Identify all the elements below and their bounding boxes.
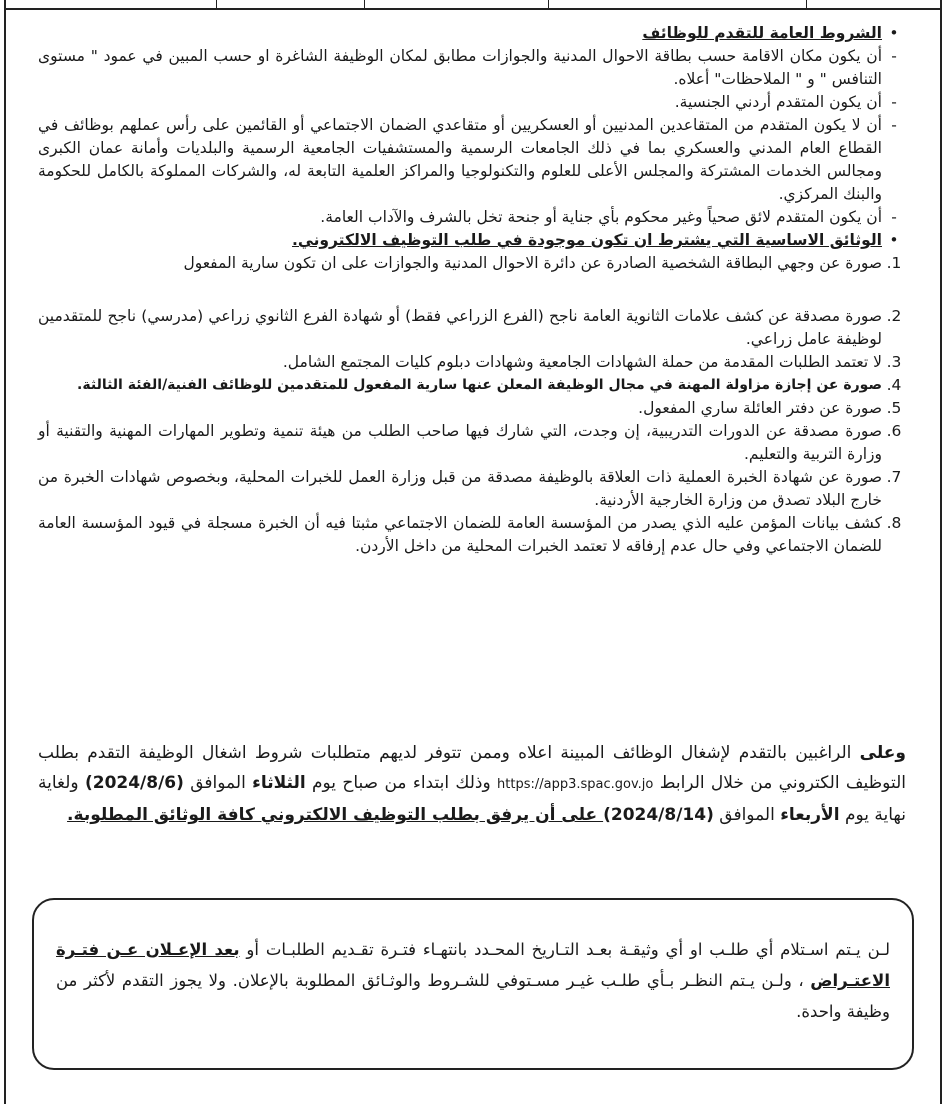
condition-item <box>38 91 906 114</box>
document-text: صورة مصدقة عن الدورات التدريبية، إن وجدت، التي شارك فيها صاحب الطلب من هيئة تنمية وتطوير المهارات المهنية والتقنية أو وزارة التربية والتعليم. <box>38 422 882 463</box>
apply-text: الموافق <box>713 805 781 825</box>
apply-text: وذلك ابتداء من صباح يوم <box>305 773 498 793</box>
condition-item <box>38 206 906 229</box>
end-date: (2024/8/14) <box>603 805 714 825</box>
document-text: صورة مصدقة عن كشف علامات الثانوية العامة ناجح (الفرع الزراعي فقط) أو شهادة الفرع الثانوي زراعي (مدرسي) ناجح للمتقدمين لوظيفة عامل زراعي. <box>38 307 882 348</box>
apply-text: ولغاية نهاية يوم <box>38 773 906 825</box>
document-item <box>38 252 906 275</box>
item-number: 6. <box>886 422 902 440</box>
document-item <box>38 351 906 374</box>
bullet-icon: • <box>889 231 899 249</box>
item-number: 8. <box>886 514 902 532</box>
document-text: كشف بيانات المؤمن عليه الذي يصدر من المؤسسة العامة للضمان الاجتماعي مثبتا فيه أن الخبرة مسجلة في قيود المؤسسة العامة للضمان الاجتماعي وفي حال عدم إرفاقه لا تعتمد الخبرات المحلية من داخل الأردن. <box>38 514 882 555</box>
item-number: 3. <box>886 353 902 371</box>
item-number: 2. <box>886 307 902 325</box>
document-text: صورة عن إجازة مزاولة المهنة في مجال الوظيفة المعلن عنها سارية المفعول للمتقدمين للوظائف الفنية/الفئة الثالثة. <box>77 377 882 393</box>
dash-icon: - <box>891 116 897 134</box>
document-text: صورة عن وجهي البطاقة الشخصية الصادرة عن دائرة الاحوال المدنية والجوازات على ان تكون سارية المفعول <box>183 254 882 272</box>
item-number: 4. <box>886 376 902 394</box>
start-date: (2024/8/6) <box>84 773 184 793</box>
condition-item <box>38 45 906 91</box>
dash-icon: - <box>891 93 897 111</box>
document-item <box>38 374 906 397</box>
condition-text: أن يكون المتقدم لائق صحياً وغير محكوم بأي جناية أو جنحة تخل بالشرف والآداب العامة. <box>320 208 882 226</box>
bullet-icon: • <box>889 24 899 42</box>
condition-text: أن يكون مكان الاقامة حسب بطاقة الاحوال المدنية والجوازات مطابق لمكان الوظيفة الشاغرة او حسب المبين في عمود " مستوى التنافس " و " الملاحظات" أعلاه. <box>38 47 882 88</box>
conditions-heading: الشروط العامة للتقدم للوظائف <box>642 24 882 42</box>
document-item <box>38 466 906 512</box>
document-text: لا تعتمد الطلبات المقدمة من حملة الشهادات الجامعية وشهادات دبلوم كليات المجتمع الشامل. <box>282 353 882 371</box>
condition-item <box>38 114 906 206</box>
notice-text: ، ولـن يـتم النظـر بـأي طلـب غيـر مسـتوفي للشـروط والوثـائق المطلوبة بالإعلان. ولا يجوز التقدم لأكثر من وظيفة واحدة. <box>56 971 890 1021</box>
notice-text: لـن يـتم اسـتلام أي طلـب او أي وثيقـة بعـد التـاريخ المحـدد بانتهـاء فتـرة تقـديم الطلبـات أو <box>239 940 890 959</box>
notice-box <box>32 898 914 1070</box>
condition-text: أن لا يكون المتقدم من المتقاعدين المدنيين أو العسكريين أو متقاعدي الضمان الاجتماعي أو القائمين على رأس عملهم بوظائف في القطاع العام المدني والعسكري بما في ذلك الجامعات الرسمية والمستشفيات الجامعية الرسمية والبلديات وأمانة عمان الكبرى ومجالس الخدمات المشتركة والمجلس الأعلى للعلوم والتكنولوجيا والمراكز العلمية التابعة له، والشركات المملوكة بالكامل للحكومة والبنك المركزي. <box>38 116 882 203</box>
item-number: 5. <box>886 399 902 417</box>
dash-icon: - <box>891 47 897 65</box>
end-day: الأربعاء <box>780 805 840 825</box>
conditions-heading-row <box>38 22 906 45</box>
condition-text: أن يكون المتقدم أردني الجنسية. <box>674 93 882 111</box>
table-bottom-edge <box>4 0 942 10</box>
document-item <box>38 305 906 351</box>
requirements-section <box>38 22 906 558</box>
start-day: الثلاثاء <box>252 773 306 793</box>
document-item <box>38 420 906 466</box>
dash-icon: - <box>891 208 897 226</box>
apply-lead: وعلى <box>859 743 906 763</box>
apply-text: الراغبين بالتقدم لإشغال الوظائف المبينة اعلاه وممن تتوفر لديهم متطلبات شروط اشغال الوظيفة التقدم بطلب التوظيف الكتروني من خلال الرابط <box>38 743 906 793</box>
documents-heading: الوثائق الاساسية التي يشترط ان تكون موجودة في طلب التوظيف الالكتروني. <box>292 231 882 249</box>
document-item <box>38 512 906 558</box>
document-item <box>38 397 906 420</box>
document-text: صورة عن دفتر العائلة ساري المفعول. <box>638 399 882 417</box>
item-number: 1. <box>886 254 902 272</box>
document-text: صورة عن شهادة الخبرة العملية ذات العلاقة بالوظيفة مصدقة من قبل وزارة العمل للخبرات المحلية، وبخصوص شهادات الخبرة من خارج البلاد تصدق من وزارة الخارجية الأردنية. <box>38 468 882 509</box>
apply-text: الموافق <box>183 773 253 793</box>
application-link[interactable]: https://app3.spac.gov.jo <box>497 777 654 792</box>
documents-heading-row <box>38 229 906 252</box>
notice-emphasis: بعد الإعـلان عـن فتـرة الاعتـراض <box>56 940 890 990</box>
item-number: 7. <box>886 468 902 486</box>
attach-requirement: على أن يرفق بطلب التوظيف الالكتروني كافة الوثائق المطلوبة. <box>67 805 604 825</box>
application-instructions <box>38 738 906 830</box>
